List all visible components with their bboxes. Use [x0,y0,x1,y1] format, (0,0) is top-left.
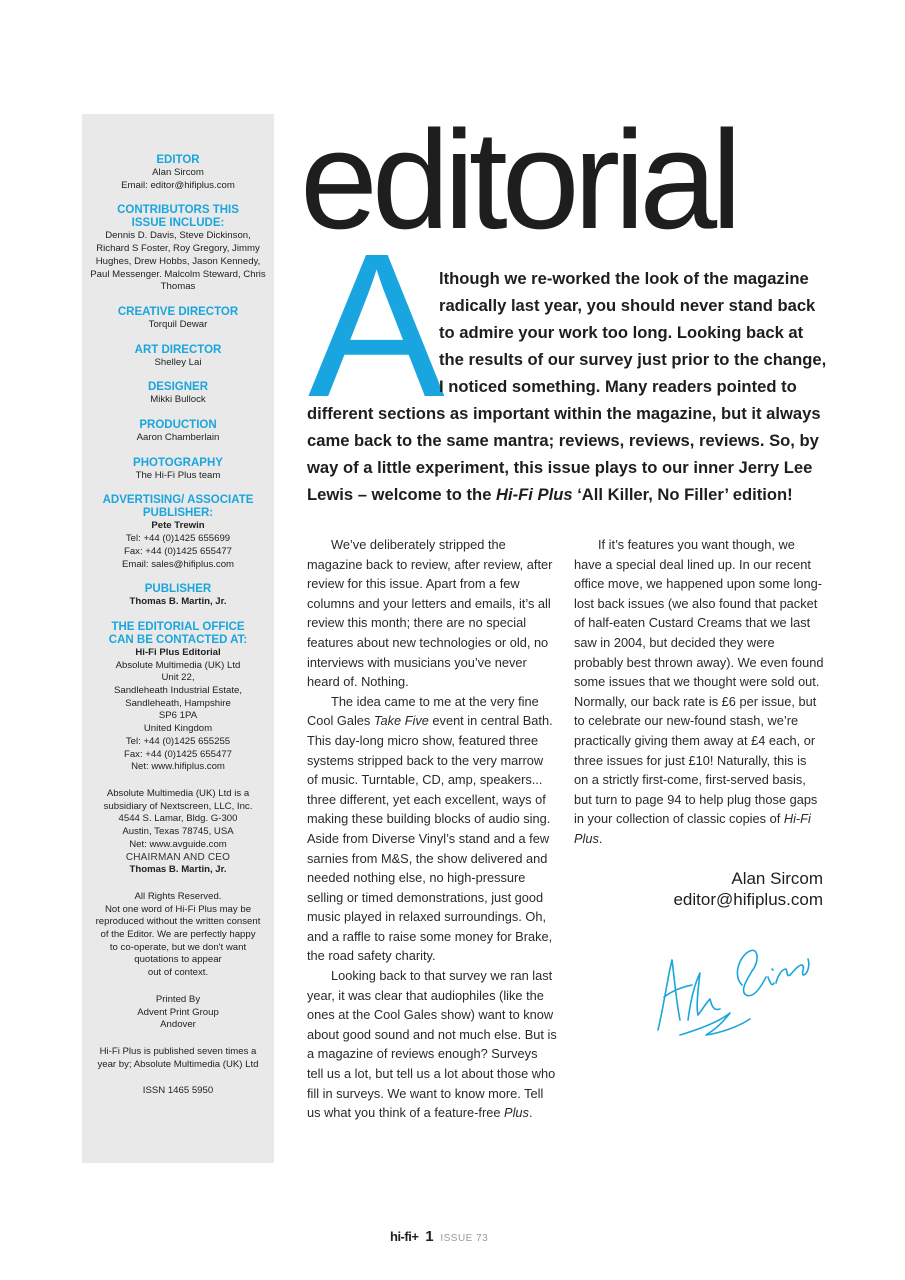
intro-line: lthough we re-worked the look of the magazine [439,269,809,288]
signoff [673,868,823,910]
rights-line: Not one word of Hi-Fi Plus may be [104,903,252,915]
page-number: 1 [425,1228,434,1245]
body-column-2 [574,535,824,849]
advertising-name: Pete Trewin [151,520,205,532]
office-line: Tel: +44 (0)1425 655255 [125,735,231,747]
intro-line: the results of our survey just prior to the change, [439,350,827,369]
chairman-title: CHAIRMAN AND CEO [125,851,231,863]
office-line: Absolute Multimedia (UK) Ltd [115,659,241,671]
rights-line: to co-operate, but we don't want [109,941,247,953]
art-heading: ART DIRECTOR [134,343,222,356]
creative-heading: CREATIVE DIRECTOR [117,305,239,318]
body-paragraph [574,535,824,849]
creative-name: Torquil Dewar [148,318,208,330]
corporate-line: Net: www.avguide.com [129,838,227,850]
body-paragraph [307,966,557,1123]
intro-text: ‘All Killer, No Filler’ edition! [572,485,793,504]
event-name: Take Five [373,713,429,729]
signoff-email: editor@hifiplus.com [673,890,823,909]
page-title: editorial [300,101,737,258]
office-line: Unit 22, [161,672,195,684]
intro-line: came back to the same mantra; reviews, reviews, reviews. So, by [307,431,819,450]
contributors-names: Dennis D. Davis, Steve Dickinson, Richard S Foster, Roy Gregory, Jimmy Hughes, Drew Hobbs, Jason Kennedy, Paul Messenger. Malcolm Steward, Chris Thomas [90,230,266,293]
magazine-name: Hi-Fi Plus [574,811,811,846]
signoff-name: Alan Sircom [731,869,823,888]
magazine-logo: hi-fi+ [390,1229,419,1244]
photography-name: The Hi-Fi Plus team [135,469,221,481]
office-name: Hi-Fi Plus Editorial [135,646,221,658]
magazine-name: Plus [504,1105,529,1121]
corporate-block [82,788,274,877]
issn: ISSN 1465 5950 [142,1085,214,1097]
production-heading: PRODUCTION [139,419,217,432]
intro-text: Lewis – welcome to the [307,485,497,504]
body-text: . [598,830,603,846]
printed-line: Andover [160,1019,196,1031]
editor-name: Alan Sircom [152,167,204,178]
corporate-line: 4544 S. Lamar, Bldg. G-300 [118,813,238,825]
office-line: Net: www.hifiplus.com [131,761,225,773]
advertising-tel: Tel: +44 (0)1425 655699 [125,533,231,545]
office-line: United Kingdom [143,723,213,735]
rights-block [82,891,274,980]
body-text: event in central Bath. This day-long micro show, featured three systems stripped back to the very marrow of music. Turntable, CD, amp, speakers... three different, yet each excellent, ways of making these building blocks of audio sing. Aside from Diverse Vinyl’s stand and a few sarnies from M&S, the show delivered and needed nothing else, no high-pressure selling or timed demonstrations, just good music played in relaxed surroundings. Oh, and a raffle to raise some money for Brake, the road safety charity. [307,713,553,964]
advertising-heading: ADVERTISING/ ASSOCIATE PUBLISHER: [102,494,254,520]
printed-block [82,994,274,1032]
rights-line: All Rights Reserved. [134,890,222,902]
drop-cap: A [308,211,445,440]
photography-heading: PHOTOGRAPHY [133,456,223,469]
office-line: SP6 1PA [158,710,198,722]
published-line: Hi-Fi Plus is published seven times a [99,1045,257,1057]
advertising-fax: Fax: +44 (0)1425 655477 [123,545,232,557]
rights-line: of the Editor. We are perfectly happy [100,929,256,941]
intro-line: different sections as important within the magazine, but it always [307,404,821,423]
rights-line: quotations to appear [134,954,222,966]
art-name: Shelley Lai [154,356,202,368]
editor-email: Email: editor@hifiplus.com [121,179,235,191]
rights-line: reproduced without the written consent [95,916,261,928]
office-line: Fax: +44 (0)1425 655477 [123,748,232,760]
printed-line: Printed By [155,993,201,1005]
body-text: The idea came to me at the very fine Cool Gales [307,693,539,729]
designer-name: Mikki Bullock [150,394,206,406]
body-text: . [528,1105,533,1121]
intro-line: radically last year, you should never stand back [439,296,816,315]
designer-heading: DESIGNER [147,381,209,394]
body-column-1 [307,535,557,1123]
office-line: Sandleheath Industrial Estate, [113,685,242,697]
chairman-name: Thomas B. Martin, Jr. [129,864,227,876]
intro-line: I noticed something. Many readers pointed to [439,377,797,396]
contributors-heading: CONTRIBUTORS THIS ISSUE INCLUDE: [117,204,239,230]
intro-line: way of a little experiment, this issue plays to our inner Jerry Lee [307,458,813,477]
intro-line-last [307,481,793,508]
body-text: Looking back to that survey we ran last year, it was clear that audiophiles (like the ones at the Cool Gales show) want to know about good sound and not much else. But is a magazine of reviews enough? Surveys tell us a lot, but tell us a lot about those who fill in surveys. We want to know more. Tell us what you think of a feature-free [307,968,557,1121]
body-paragraph [307,692,557,966]
publisher-heading: PUBLISHER [144,583,212,596]
rights-line: out of context. [147,967,209,979]
office-heading: THE EDITORIAL OFFICE CAN BE CONTACTED AT: [108,620,248,646]
body-text: If it’s features you want though, we have a special deal lined up. In our recent office move, we happened upon some long-lost back issues (we also found that packet of half-eaten Custard Creams that we last saw in 2004, but decided they were probably best thrown away). We even found some issues that we thought were sold out. Normally, our back rate is £6 per issue, but to celebrate our new-found stash, we’re practically giving them away at £4 each, or three issues for just £10! Naturally, this is on a strictly first-come, first-served basis, but turn to page 94 to help plug those gaps in your collection of classic copies of [574,537,824,827]
intro-line: to admire your work too long. Looking back at [439,323,804,342]
intro-magazine-name: Hi-Fi Plus [496,485,573,504]
production-name: Aaron Chamberlain [136,432,220,444]
corporate-line: Absolute Multimedia (UK) Ltd is a [106,787,250,799]
masthead-sidebar [82,114,274,1163]
handwritten-signature [650,925,810,1045]
advertising-email: Email: sales@hifiplus.com [121,558,235,570]
corporate-line: subsidiary of Nextscreen, LLC, Inc. [103,800,253,812]
office-line: Sandleheath, Hampshire [125,697,231,709]
body-paragraph: We’ve deliberately stripped the magazine back to review, after review, after review for this issue. Apart from a few columns and your letters and emails, it’s all review this month; there are no special features about new technologies or old, no interviews with musicians you’ve never heard of. Nothing. [307,537,553,690]
issue-number: ISSUE 73 [440,1233,489,1244]
published-block [82,1046,274,1071]
printed-line: Advent Print Group [137,1006,219,1018]
published-line: year by; Absolute Multimedia (UK) Ltd [97,1058,259,1070]
editor-heading: EDITOR [156,154,200,166]
publisher-name: Thomas B. Martin, Jr. [129,596,227,608]
corporate-line: Austin, Texas 78745, USA [122,826,234,838]
page-footer [390,1228,488,1245]
